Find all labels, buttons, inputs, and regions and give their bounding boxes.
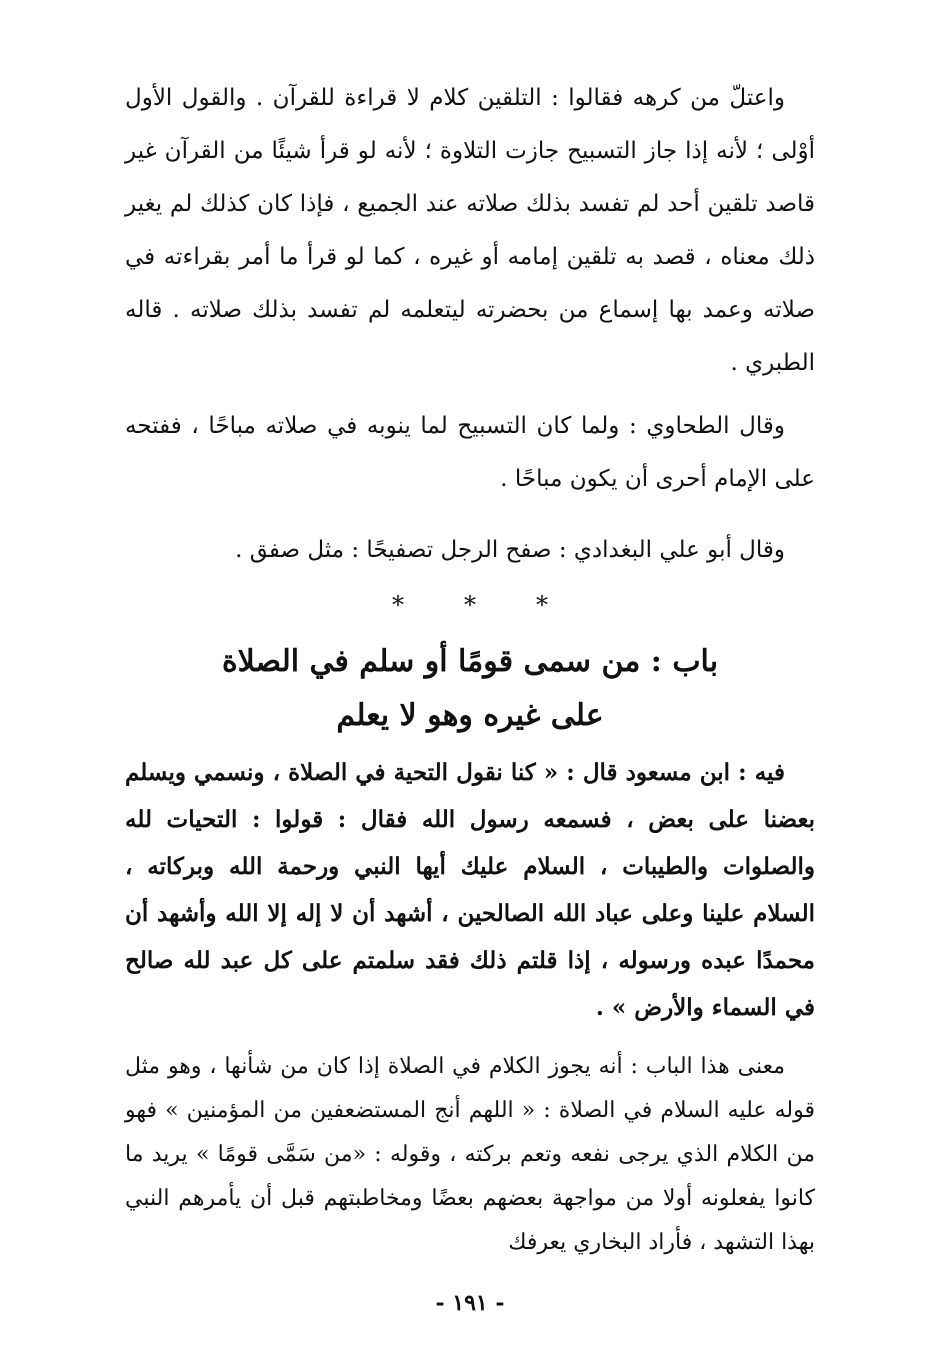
page-body	[125, 72, 815, 1265]
paragraph-1	[125, 72, 815, 390]
separator-star: *	[464, 591, 476, 619]
paragraph-1-text: واعتلّ من كرهه فقالوا : التلقين كلام لا قراءة للقرآن . والقول الأول أوْلى ؛ لأنه إذا جاز التسبيح جازت التلاوة ؛ لأنه لو قرأ شيئًا من القرآن غير قاصد تلقين أحد لم تفسد بذلك صلاته عند الجميع ، فإذا كان كذلك لم يغير ذلك معناه ، قصد به تلقين إمامه أو غيره ، كما لو قرأ ما أمر بقراءته في صلاته وعمد بها إسماع من بحضرته ليتعلمه لم تفسد بذلك صلاته . قاله الطبري .	[125, 85, 815, 376]
section-separator	[125, 587, 815, 623]
separator-star: *	[536, 591, 548, 619]
hadith-text-content: فيه : ابن مسعود قال : « كنا نقول التحية في الصلاة ، ونسمي ويسلم بعضنا على بعض ، فسمعه رسول الله فقال : قولوا : التحيات لله والصلوات والطيبات ، السلام عليك أيها النبي ورحمة الله وبركاته ، السلام علينا وعلى عباد الله الصالحين ، أشهد أن لا إله إلا الله وأشهد أن محمدًا عبده ورسوله ، إذا قلتم ذلك فقد سلمتم على كل عبد لله صالح في السماء والأرض » .	[125, 759, 815, 1021]
chapter-title-line-1: باب : من سمى قومًا أو سلم في الصلاة	[221, 644, 719, 679]
page-number: - ١٩١ -	[435, 1290, 505, 1316]
hadith-text	[125, 749, 815, 1031]
paragraph-3	[125, 524, 815, 577]
separator-star: *	[392, 591, 404, 619]
paragraph-2	[125, 400, 815, 506]
commentary-text-content: معنى هذا الباب : أنه يجوز الكلام في الصلاة إذا كان من شأنها ، وهو مثل قوله عليه السلام في الصلاة : « اللهم أنج المستضعفين من المؤمنين » فهو من الكلام الذي يرجى نفعه وتعم بركته ، وقوله : «من سَمَّى قومًا » يريد ما كانوا يفعلونه أولا من مواجهة بعضهم بعضًا ومخاطبتهم قبل أن يأمرهم النبي بهذا التشهد ، فأراد البخاري يعرفك	[125, 1054, 815, 1255]
paragraph-2-text: وقال الطحاوي : ولما كان التسبيح لما ينوبه في صلاته مباحًا ، ففتحه على الإمام أحرى أن يكون مباحًا .	[125, 413, 815, 492]
commentary-text	[125, 1045, 815, 1265]
chapter-title-line-2: على غيره وهو لا يعلم	[336, 698, 604, 733]
paragraph-3-text: وقال أبو علي البغدادي : صفح الرجل تصفيحًا : مثل صفق .	[235, 537, 785, 563]
